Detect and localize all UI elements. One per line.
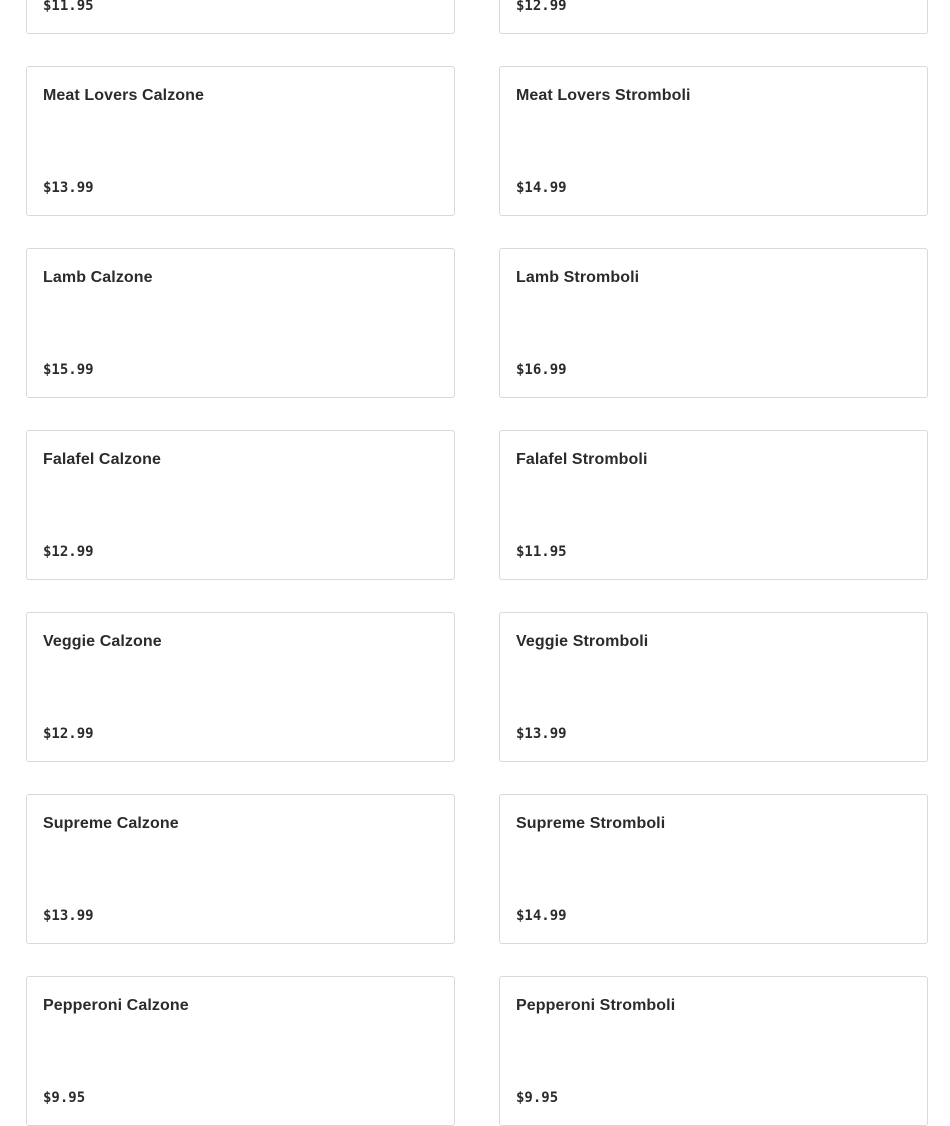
menu-item-card[interactable] (26, 794, 455, 944)
menu-item-name: Supreme Calzone (43, 815, 179, 832)
menu-item-name: Meat Lovers Stromboli (516, 87, 691, 104)
menu-item-price: $9.95 (516, 1090, 559, 1106)
menu-item-name: Lamb Stromboli (516, 269, 640, 286)
menu-item-price: $16.99 (516, 362, 567, 378)
menu-item-price: $15.99 (43, 362, 94, 378)
menu-item-name: Falafel Stromboli (516, 451, 648, 468)
menu-item-name: Veggie Calzone (43, 633, 162, 650)
menu-item-card[interactable] (26, 976, 455, 1126)
menu-item-name: Supreme Stromboli (516, 815, 666, 832)
menu-item-price: $9.95 (43, 1090, 86, 1106)
menu-item-price: $13.99 (43, 908, 94, 924)
menu-item-price: $11.95 (43, 0, 94, 14)
menu-item-card[interactable] (499, 612, 928, 762)
menu-item-price: $12.99 (516, 0, 567, 14)
menu-item-price: $13.99 (43, 180, 94, 196)
menu-item-name: Pepperoni Stromboli (516, 997, 676, 1014)
menu-item-card[interactable] (499, 794, 928, 944)
menu-item-name: Veggie Stromboli (516, 633, 649, 650)
menu-item-name: Meat Lovers Calzone (43, 87, 205, 104)
menu-item-card[interactable] (499, 248, 928, 398)
menu-item-card[interactable] (26, 0, 455, 34)
menu-item-card[interactable] (26, 248, 455, 398)
menu-item-price: $12.99 (43, 726, 94, 742)
menu-item-card[interactable] (26, 612, 455, 762)
menu-item-price: $14.99 (516, 908, 567, 924)
menu-item-price: $14.99 (516, 180, 567, 196)
menu-item-price: $11.95 (516, 544, 567, 560)
menu-item-card[interactable] (499, 430, 928, 580)
menu-item-price: $12.99 (43, 544, 94, 560)
menu-item-grid (26, 0, 928, 1126)
menu-item-card[interactable] (26, 430, 455, 580)
menu-item-name: Falafel Calzone (43, 451, 161, 468)
menu-item-price: $13.99 (516, 726, 567, 742)
menu-item-card[interactable] (499, 976, 928, 1126)
menu-item-name: Pepperoni Calzone (43, 997, 189, 1014)
menu-item-card[interactable] (499, 66, 928, 216)
menu-item-card[interactable] (26, 66, 455, 216)
menu-item-name: Lamb Calzone (43, 269, 153, 286)
menu-item-card[interactable] (499, 0, 928, 34)
